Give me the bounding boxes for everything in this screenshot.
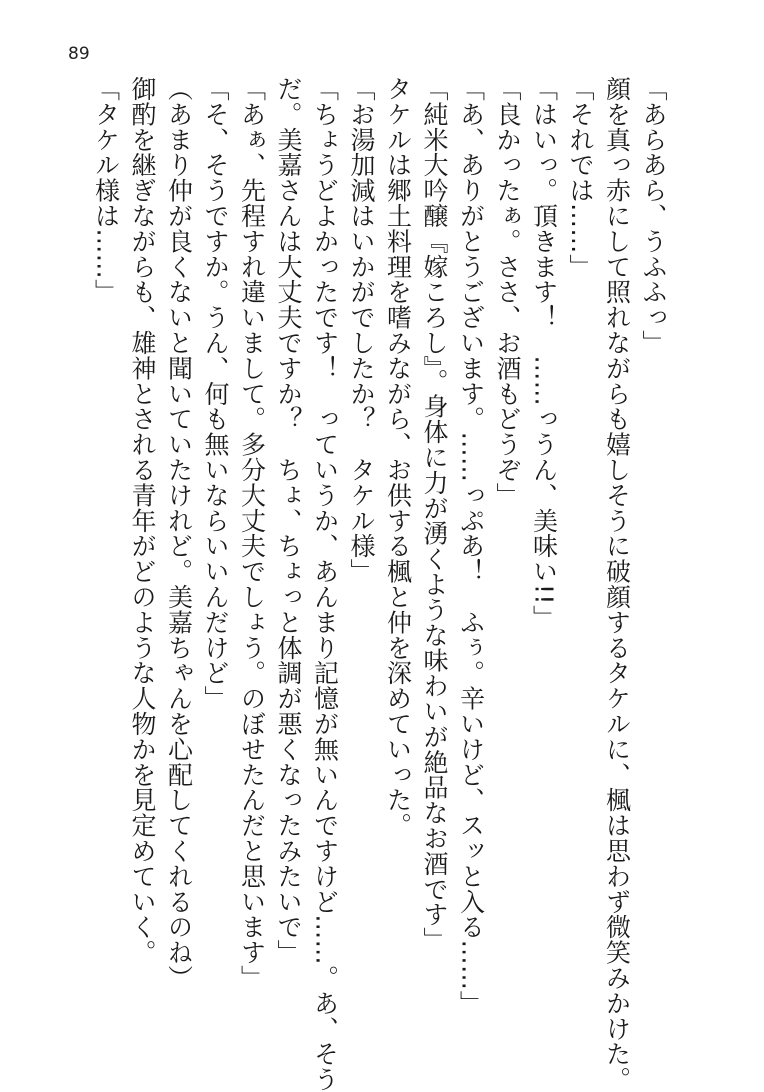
text-line: 「あ、ありがとうございます。……っぷあ！ ふぅ。辛いけど、スッと入る……」 [456,76,486,1016]
vertical-text-block [91,76,669,1092]
text-line: だ。美嘉さんは大丈夫ですか？ ちょ、ちょっと体調が悪くなったみたいで」 [274,76,303,965]
text-line: 「タケル様は……」 [91,76,121,305]
text-line: 「あらあら、うふふっ」 [639,76,668,356]
text-line: 「お湯加減はいかがでしたか？ タケル様」 [347,76,376,584]
text-line: 御酌を継ぎながらも、雄神とされる青年がどのような人物かを見定めていく。 [128,76,157,965]
text-line: 顔を真っ赤にして照れながらも嬉しそうに破顔するタケルに、楓は思わず微笑みかけた。 [602,76,632,1092]
page-number: 89 [68,44,90,64]
text-line: 「純米大吟醸『嫁ころし』。身体に力が湧くような味わいが絶品なお酒です」 [420,76,449,953]
text-line: 「ちょうどよかったです！ っていうか、あんまり記憶が無いんですけど……。あ、そう [310,76,340,1092]
text-line: 「はいっ。頂きます！ ……っうん、美味い!!」 [529,76,559,631]
text-line: 「あぁ、先程すれ違いまして。多分大丈夫でしょう。のぼせたんだと思います」 [237,76,267,991]
text-line: 「そ、そうですか。うん、何も無いならいいんだけど」 [201,76,230,711]
text-line: 「良かったぁ。ささ、お酒もどうぞ」 [493,76,522,508]
text-line: タケルは郷土料理を嗜みながら、お供する楓と仲を深めていった。 [383,76,413,838]
text-line: 「それでは……」 [566,76,595,280]
text-line: （あまり仲が良くないと聞いていたけれど。美嘉ちゃんを心配してくれるのね） [164,76,194,991]
